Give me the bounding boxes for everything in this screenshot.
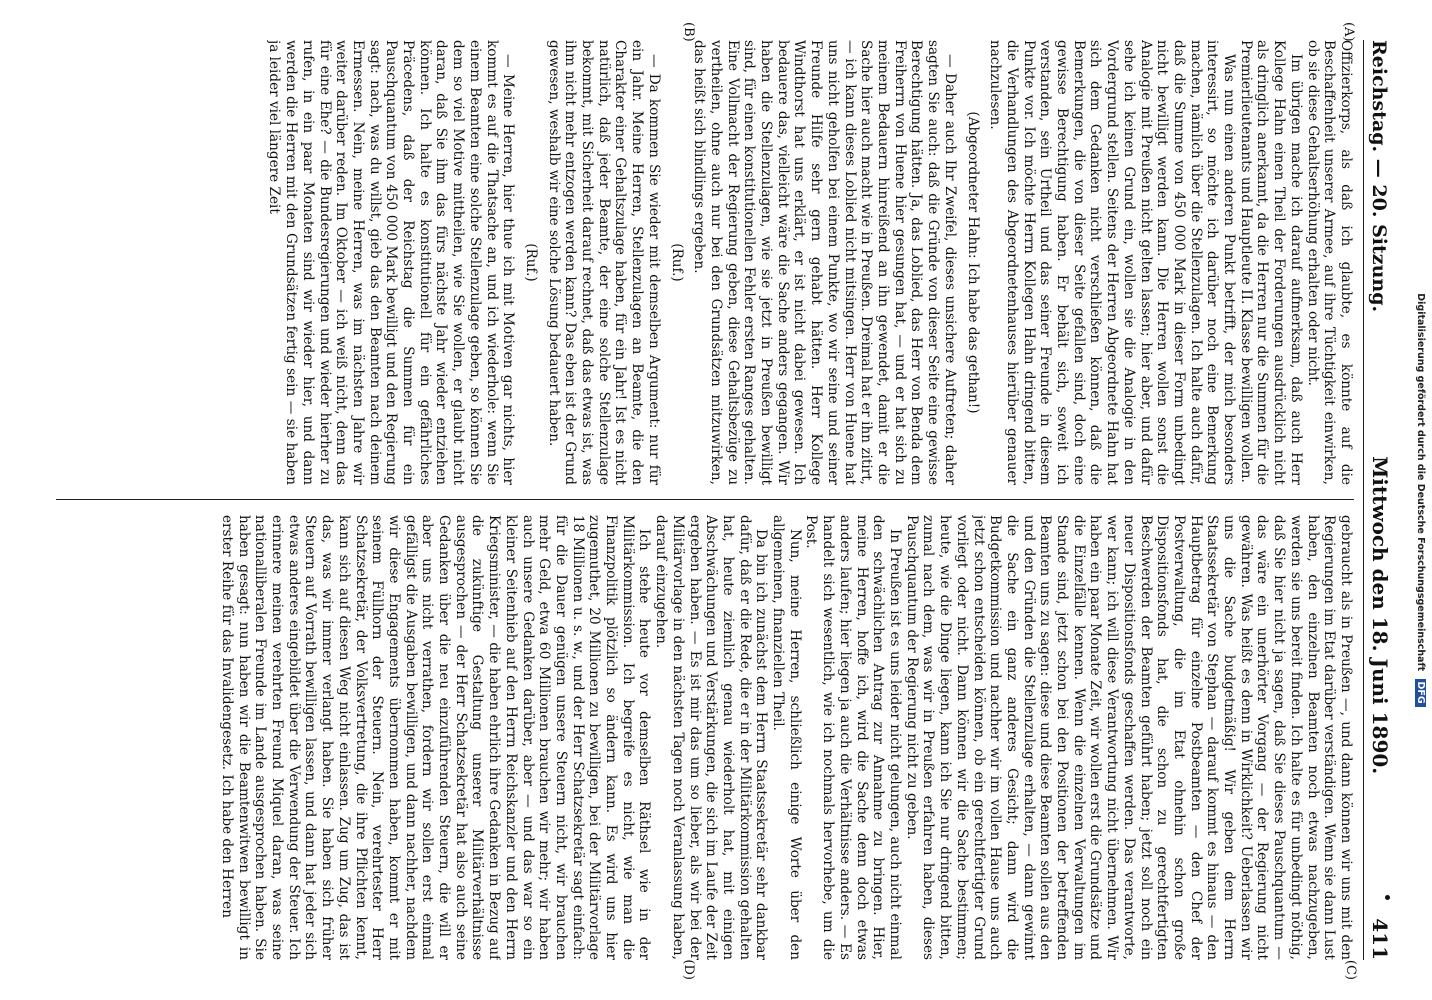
interjection: (Abgeordneter Hahn: Ich habe das gethan!) bbox=[964, 111, 981, 414]
header-date: Mittwoch den 18. Juni 1890. bbox=[1368, 456, 1392, 775]
margin-marker-a: (A) bbox=[1341, 22, 1356, 42]
paragraph: Was nun einen anderen Punkt betrifft, der mich besonders interessirt, so möchte ich darüber noch eine Bemerkung machen, nämlich über die Stellenzulagen. Ich halte auch dafür, daß die Summe von 450 000 Mark in dieser Form unbedingt nicht bewilligt werden kann. Die Herren wollen sonst die Analogie mit Preußen nicht gelten lassen; hier aber, und dafür sehe ich keinen Grund ein, wollen sie die Analogie in den Vordergrund stellen. Seitens der Herren Abgeordnete Hahn hat sich dem Gedanken nicht verschließen können, daß die Bemerkungen, die von dieser Seite gefallen sind, doch eine gewisse Berechtigung haben. Er behält sich, soweit ich verstanden, sein Urtheil und das seiner Freunde in diesem Punkte vor. Ich möchte Herrn Kollegen Hahn dringend bitten, die Verhandlungen des Abgeordnetenhauses hierüber genauer nachzulesen. bbox=[987, 40, 1238, 485]
page-number: 411 bbox=[1368, 918, 1392, 960]
scan-speck bbox=[1385, 895, 1390, 900]
interjection: (Ruf.) bbox=[668, 243, 685, 282]
margin-marker-b: (B) bbox=[681, 22, 696, 42]
document-page bbox=[16, 0, 1416, 1000]
dfg-logo: DFG bbox=[1415, 679, 1426, 707]
header-left: Reichstag. — 20. Sitzung. bbox=[1368, 40, 1390, 313]
paragraph: Da bin ich zunächst dem Herrn Staatssekretär sehr dankbar dafür, daß er die Rede, die er in der Militärkommission gehalten hat, heute ziemlich genau wiederholt hat, mit einigen Abschwächungen und Verstärkungen, die sich im Laufe der Zeit ergeben haben. — Es ist mir das um so lieber, als wir bei der Militärvorlage in den nächsten Tagen noch Veranlassung haben, darauf einzugehen. bbox=[653, 515, 770, 960]
column-divider bbox=[56, 499, 1354, 500]
paragraph: In Preußen ist es uns leider nicht gelungen, auch nicht einmal den schwächlichen Antrag zur Annahme zu bringen. Hier, meine Herren, hoffe ich, wird die Sache denn doch etwas anders laufen; hier liegen ja auch die Verhältnisse anders. — Es handelt sich wesentlich, wie ich nochmals hervorhebe, um die Post. bbox=[803, 515, 904, 960]
paragraph: Offizierkorps, als daß ich glaubte, es könnte auf die Beschaffenheit unserer Armee, auf ihre Tüchtigkeit einwirken, ob sie diese Gehaltserhöhung erhalten oder nicht. bbox=[1304, 40, 1354, 485]
paragraph: Nun, meine Herren, schließlich einige Worte über den allgemeinen, finanziellen Theil. bbox=[770, 515, 803, 960]
paragraph: — Da kommen Sie wieder mit demselben Argument: nur für ein Jahr. Meine Herren, Stellenzulagen an Beamte, die den Charakter einer Gehaltszulage haben, für ein Jahr! Ist es nicht natürlich, daß jeder Beamte, der eine solche Stellenzulage bekommt, mit Sicherheit darauf rechnet, daß das etwas ist, was ihm nicht mehr entzogen werden kann? Das eben ist der Grund gewesen, weshalb wir eine solche Lösung bedauert haben. bbox=[545, 40, 662, 485]
funding-note-text: Digitalisierung gefördert durch die Deutsche Forschungsgemeinschaft bbox=[1415, 293, 1426, 672]
page-header bbox=[1363, 40, 1398, 960]
margin-marker-d: (D) bbox=[681, 959, 696, 980]
funding-note bbox=[1413, 40, 1427, 960]
funding-note-strip bbox=[1413, 40, 1427, 960]
margin-marker-c: (C) bbox=[1343, 959, 1358, 980]
right-column bbox=[56, 515, 1354, 960]
paragraph: Ich stehe heute vor demselben Räthsel wie in der Militärkommission. Ich begreife es nicht, wie man die Finanzpolitik plötzlich so ändern kann. Es wird uns hier zugemuthet, 20 Millionen zu bewilligen, bei der Militärvorlage 18 Millionen u. s. w., und der Herr Schatzsekretär sagt einfach: für die Dauer genügen unsere Steuern nicht, wir brauchen mehr Geld, etwa 60 Millionen brauchen wir mehr; wir haben auch unsere Gedanken darüber, aber — und das war so ein kleiner Seitenhieb auf den Herrn Reichskanzler und den Herrn Kriegsminister, — die haben ehrlich ihre Gedanken in Bezug auf die zukünftige Gestaltung unserer Militärverhältnisse ausgesprochen — der Herr Schatzsekretär hat also auch seine Gedanken über die neu einzuführenden Steuern, die will er aber uns nicht verrathen, fordern wir sollen erst einmal gefälligst die Ausgaben bewilligen, und dann nachher, nachdem wir diese Engagements übernommen haben, kommt er mit seinem Füllhorn der Steuern. Nein, verehrtester Herr Schatzsekretär, der Volksvertretung, die ihre Pflichten kennt, kann sich auf diesen Weg nicht einlassen. Zug um Zug, das ist das, was wir immer verlangt haben. Sie haben sich früher Steuern auf Vorrath bewilligen lassen, und dann hat jeder sich etwas anderes eingebildet über die Verwendung der Steuer. Ich erinnere meinen verehrten Freund Miquel daran, was seine nationalliberalen Freunde im Lande ausgesprochen haben. Sie haben gesagt: nun haben wir die Beamtenwitwen bewilligt in erster Reihe für das Invalidengesetz. Ich habe den Herren bbox=[218, 515, 653, 960]
paragraph: Im übrigen mache ich darauf aufmerksam, daß auch Herr Kollege Hahn einen Theil der Forderungen ausdrücklich nicht als dringlich anerkannt, da die Herren nur die Summen für die Premierlieutenants und Hauptleute II. Klasse bewilligen wollen. bbox=[1237, 40, 1304, 485]
interjection: (Ruf.) bbox=[522, 243, 539, 282]
paragraph: — Daher auch Ihr Zweifel, dieses unsichere Auftreten; daher sagten Sie auch: daß die Gründe von dieser Seite eine gewisse Berechtigung hätten. Ja, das Loblied, das Herr von Benda dem Freiherrn von Huene hier gesungen hat, — und er hat sich zu meinem Bedauern hinreißend an ihn gewendet, damit er die Sache hier auch macht wie in Preußen. Dreimal hat er ihn zitirt, — ich kann dieses Loblied nicht mitsingen. Herr von Huene hat uns nicht geholfen bei einem Punkte, wo wir seine und seiner Freunde Hilfe sehr gern gehabt hätten. Herr Kollege Windthorst hat uns erklärt, er ist nicht dabei gewesen. Ich bedauere das, vielleicht wäre die Sache anders gegangen. Wir haben die Stellenzulagen, wie sie jetzt in Preußen bewilligt sind, für einen konstitutionellen Fehler ersten Ranges gehalten. Eine Vollmacht der Regierung geben, diese Gehaltsbezüge zu vertheilen, ohne auch nur bei den Grundsätzen mitzuwirken, das heißt sich blindlings ergeben. bbox=[691, 40, 958, 485]
paragraph: gebraucht als in Preußen —, und dann können wir uns mit den Regierungen im Etat darüber verständigen. Wenn sie dann Lust haben, den einzelnen Beamten noch etwas nachzugeben, werden sie uns bereit finden. Ich halte es für unbedingt nöthig, daß Sie hier nicht ja sagen, daß Sie dieses Pauschquantum — das wäre ein unerhörter Vorgang — der Regierung nicht gewähren. Was heißt es denn in Wirklichkeit? Ueberlassen wir uns die Sache budgetmäßig! Wir geben dem Herrn Staatssekretär von Stephan — darauf kommt es hinaus — den Hauptbetrag für einzelne Postbeamten — den Chef der Postverwaltung, die im Etat ohnehin schon große Dispositionsfonds hat, die schon zu gerechtfertigten Beschwerden der Beamten geführt haben; jetzt soll noch ein neuer Dispositionsfonds geschaffen werden. Das verantworte, wer kann; ich will diese Verantwortung nicht übernehmen. Wir haben ein paar Monate Zeit, wir wollen erst die Grundsätze und die Einzelfälle kennen. Wenn die einzelnen Verwaltungen im Stande sind, jetzt schon bei den Positionen der betreffenden Beamten uns zu sagen: diese und diese Beamten sollen aus den und den Gründen die Stellenzulage erhalten, — dann gewinnt die Sache ein ganz anderes Gesicht; dann wird die Budgetkommission und nachher wir im vollen Hause uns auch jetzt schon entscheiden können, ob ein gerechtfertigter Grund vorliegt oder nicht. Dann können wir die Sache bestimmen; heute, wie die Dinge liegen, kann ich Sie nur dringend bitten, zumal nach dem, was wir in Preußen erfahren haben, dieses Pauschquantum der Regierung nicht zu geben. bbox=[903, 515, 1354, 960]
paragraph: — Meine Herren, hier thue ich mit Motiven gar nichts, hier kommt es auf die Thatsache an, und ich wiederhole: wenn Sie einem Beamten eine solche Stellenzulage geben, so können Sie dem so viel Motive mittheilen, wie Sie wollen, er glaubt nicht daran, daß Sie ihm das fürs nächste Jahr wieder entziehen können. Ich halte es konstitutionell für ein gefährliches Präcedens, daß der Reichstag die Summen für ein Pauschquantum von 450 000 Mark bewilligt und den Regierung sagt: nach, was du willst, gieb das den Beamten nach deinem Ermessen. Nein, meine Herren, was im nächsten Jahre wir weiter darüber reden. Im Oktober — ich weiß nicht, denn das für eine Ehe? — die Bundesregierungen und wieder hierher zu rufen, in ein paar Monaten sind wir wieder hier, und dann werden die Herren mit den Grundsätzen fertig sein — sie haben ja leider viel längere Zeit bbox=[266, 40, 517, 485]
left-column bbox=[56, 40, 1354, 485]
